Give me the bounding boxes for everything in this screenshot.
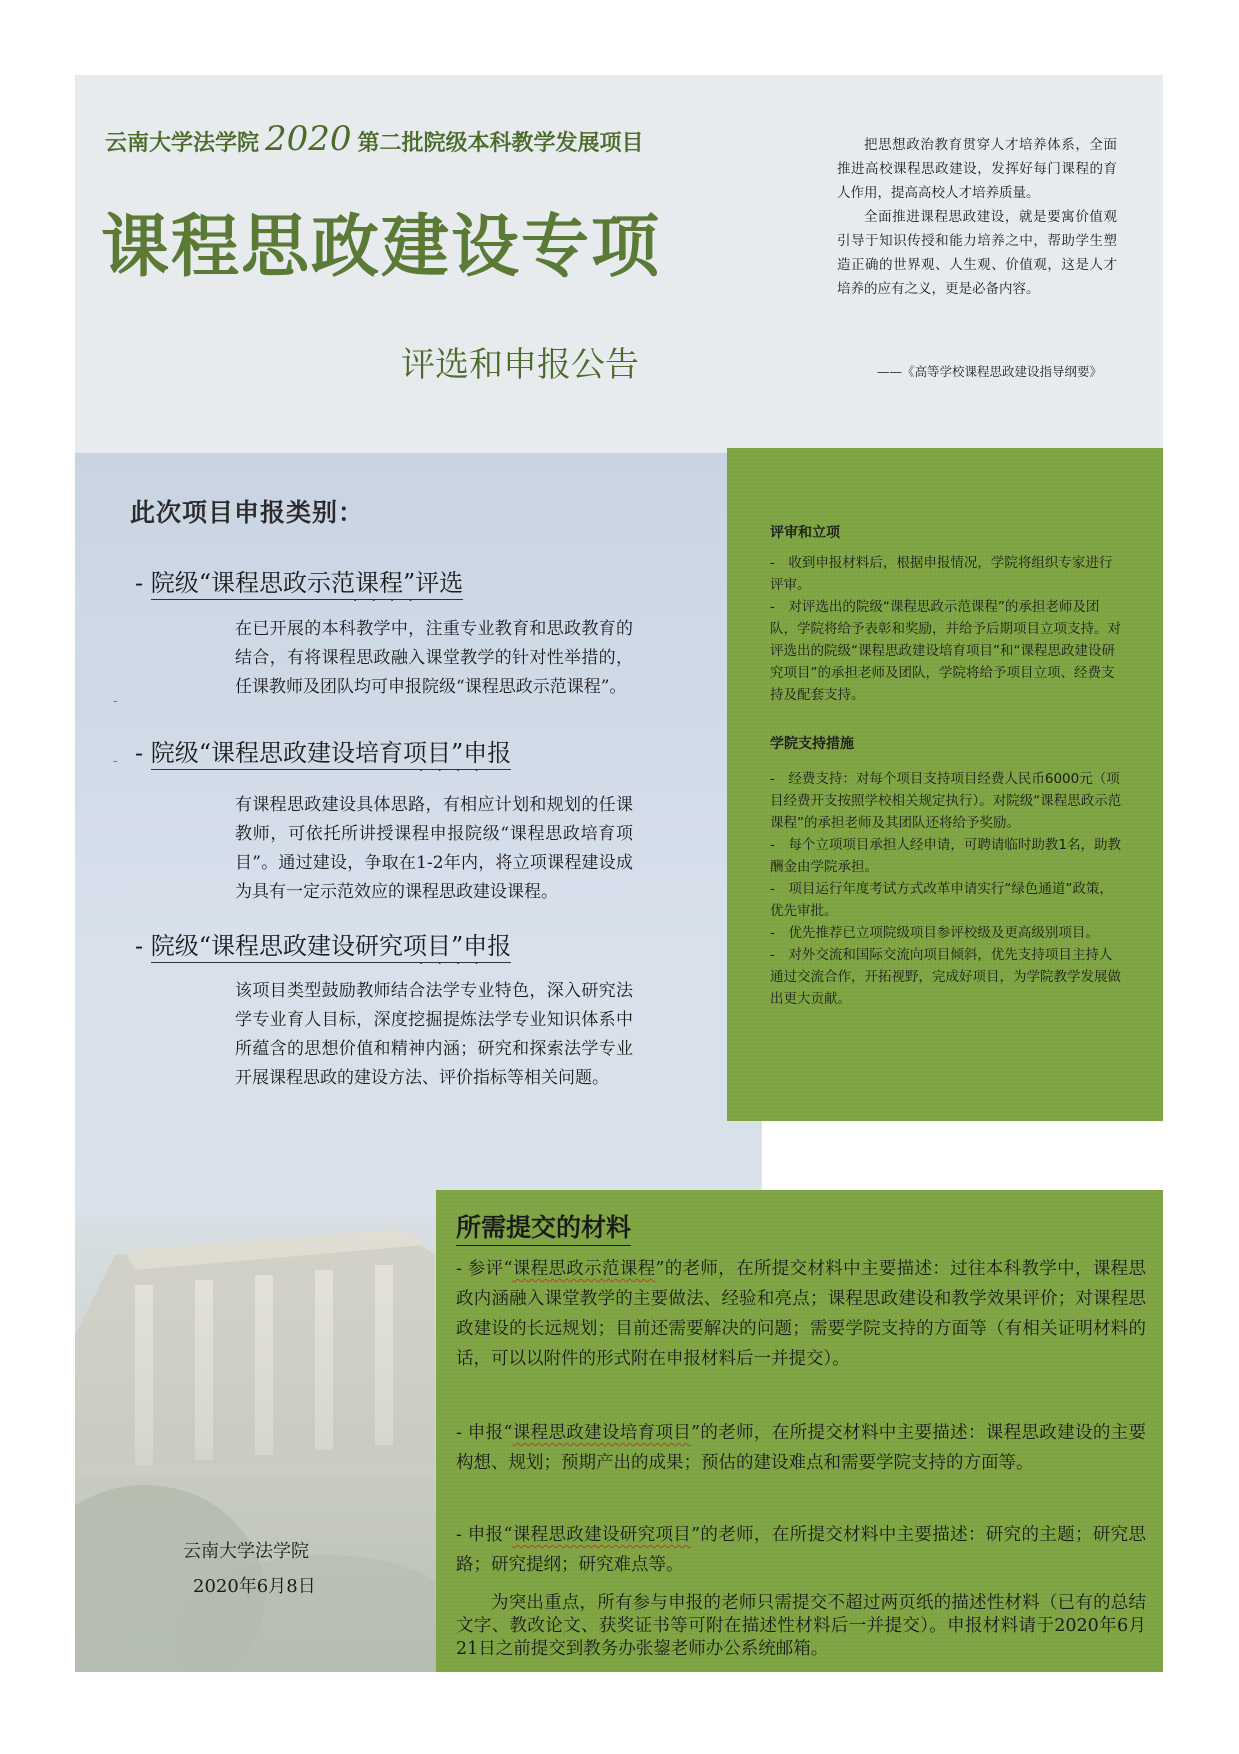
category-dash: - (135, 932, 151, 960)
materials-heading: 所需提交的材料 (456, 1208, 631, 1246)
list-item: - 对外交流和国际交流向项目倾斜，优先支持项目主持人通过交流合作，开拓视野，完成好项目，为学院教学发展做出更大贡献。 (770, 947, 1121, 1007)
item-text: ”的老师，在所提交材料中主要描述：课程思政建设的主要构想、规划；预期产出的成果；预估的建设难点和需要学院支持的方面等。 (456, 1423, 1146, 1473)
list-item: - 每个立项项目承担人经申请，可聘请临时助教1名，助教酬金由学院承担。 (770, 837, 1121, 875)
category-description: 该项目类型鼓励教师结合法学专业特色，深入研究法学专业育人目标，深度挖掘提炼法学专业知识体系中所蕴含的思想价值和精神内涵；研究和探索法学专业开展课程思政的建设方法、评价指标等相关问题。 (235, 981, 633, 1088)
categories-heading: 此次项目申报类别： (130, 498, 365, 527)
quote-paragraph: 全面推进课程思政建设，就是要寓价值观引导于知识传授和能力培养之中，帮助学生塑造正确的世界观、人生观、价值观，这是人才培养的应有之义，更是必备内容。 (837, 209, 1117, 297)
item-keyword: 课程思政示范课程 (512, 1259, 656, 1279)
materials-item (456, 1520, 1146, 1580)
header-line (105, 119, 644, 159)
list-item: - 对评选出的院级“课程思政示范课程”的承担老师及团队，学院将给予表彰和奖励，并给予后期项目立项支持。对评选出的院级“课程思政建设培育项目”和“课程思政建设研究项目”的承担老师及团队，学院将给予项目立项、经费支持及配套支持。 (770, 599, 1121, 703)
batch-name: 第二批院级本科教学发展项目 (357, 131, 644, 156)
item-prefix: - 申报“ (456, 1525, 513, 1545)
category-dash: - (135, 739, 151, 767)
signature-date: 2020年6月8日 (193, 1576, 316, 1597)
category-dash: - (135, 569, 151, 597)
quote-paragraph: 把思想政治教育贯穿人才培养体系，全面推进高校课程思政建设，发挥好每门课程的育人作用，提高高校人才培养质量。 (837, 137, 1117, 201)
emphasis-dots: ···· (419, 956, 493, 972)
support-heading: 学院支持措施 (770, 736, 854, 752)
header-panel (75, 75, 1163, 453)
item-keyword: 课程思政建设培育项目 (512, 1423, 692, 1443)
quote-source: ——《高等学校课程思政建设指导纲要》 (877, 364, 1103, 379)
category-description: 在已开展的本科教学中，注重专业教育和思政教育的结合，有将课程思政融入课堂教学的针对性举措的，任课教师及团队均可申报院级“课程思政示范课程”。 (235, 619, 633, 697)
margin-mark: - (113, 693, 118, 709)
item-prefix: - 参评“ (456, 1259, 513, 1279)
category-title-text: 院级“课程思政建设培育项目”申报 (151, 739, 512, 770)
campus-building-image (75, 1215, 435, 1672)
list-item: - 优先推荐已立项院级项目参评校级及更高级别项目。 (770, 925, 1099, 941)
category-description: 有课程思政建设具体思路，有相应计划和规划的任课教师，可依托所讲授课程申报院级“课程思政培育项目”。通过建设，争取在1-2年内，将立项课程建设成为具有一定示范效应的课程思政建设课程。 (235, 795, 633, 902)
item-prefix: - 申报“ (456, 1423, 513, 1443)
materials-item (456, 1254, 1146, 1374)
signature-org: 云南大学法学院 (183, 1541, 309, 1562)
list-item: - 经费支持：对每个项目支持项目经费人民币6000元（项目经费开支按照学校相关规定执行）。对院级“课程思政示范课程”的承担老师及其团队还将给予奖励。 (770, 771, 1122, 831)
page-title: 课程思政建设专项 (101, 208, 662, 287)
review-heading: 评审和立项 (770, 525, 840, 541)
category-title-text: 院级“课程思政示范课程”评选 (151, 569, 464, 600)
item-text: ”的老师，在所提交材料中主要描述：研究的主题；研究思路；研究提纲；研究难点等。 (456, 1525, 1146, 1575)
emphasis-dots: ···· (353, 593, 427, 609)
list-item: - 收到申报材料后，根据申报情况，学院将组织专家进行评审。 (770, 555, 1113, 593)
margin-mark: - (113, 753, 118, 769)
review-list (770, 552, 1122, 706)
year: 2020 (265, 119, 352, 159)
materials-item (456, 1418, 1146, 1478)
review-support-panel (727, 448, 1163, 1121)
notice-page (75, 75, 1163, 1672)
item-text: ”的老师，在所提交材料中主要描述：过往本科教学中，课程思政内涵融入课堂教学的主要做法、经验和亮点；课程思政建设和教学效果评价；对课程思政建设的长远规划；目前还需要解决的问题；需要学院支持的方面等（有相关证明材料的话，可以以附件的形式附在申报材料后一并提交）。 (456, 1259, 1146, 1369)
list-item: - 项目运行年度考试方式改革申请实行“绿色通道”政策，优先审批。 (770, 881, 1113, 919)
item-keyword: 课程思政建设研究项目 (512, 1525, 692, 1545)
school-name: 云南大学法学院 (105, 131, 260, 156)
category-title-text: 院级“课程思政建设研究项目”申报 (151, 932, 512, 963)
page-subtitle: 评选和申报公告 (401, 345, 639, 385)
support-list (770, 768, 1122, 1010)
materials-panel (436, 1190, 1163, 1672)
materials-note: 为突出重点，所有参与申报的老师只需提交不超过两页纸的描述性材料（已有的总结文字、教改论文、获奖证书等可附在描述性材料后一并提交）。申报材料请于2020年6月21日之前提交到教务办张鋆老师办公系统邮箱。 (456, 1593, 1146, 1659)
policy-quote (837, 133, 1117, 301)
emphasis-dots: ···· (419, 763, 493, 779)
